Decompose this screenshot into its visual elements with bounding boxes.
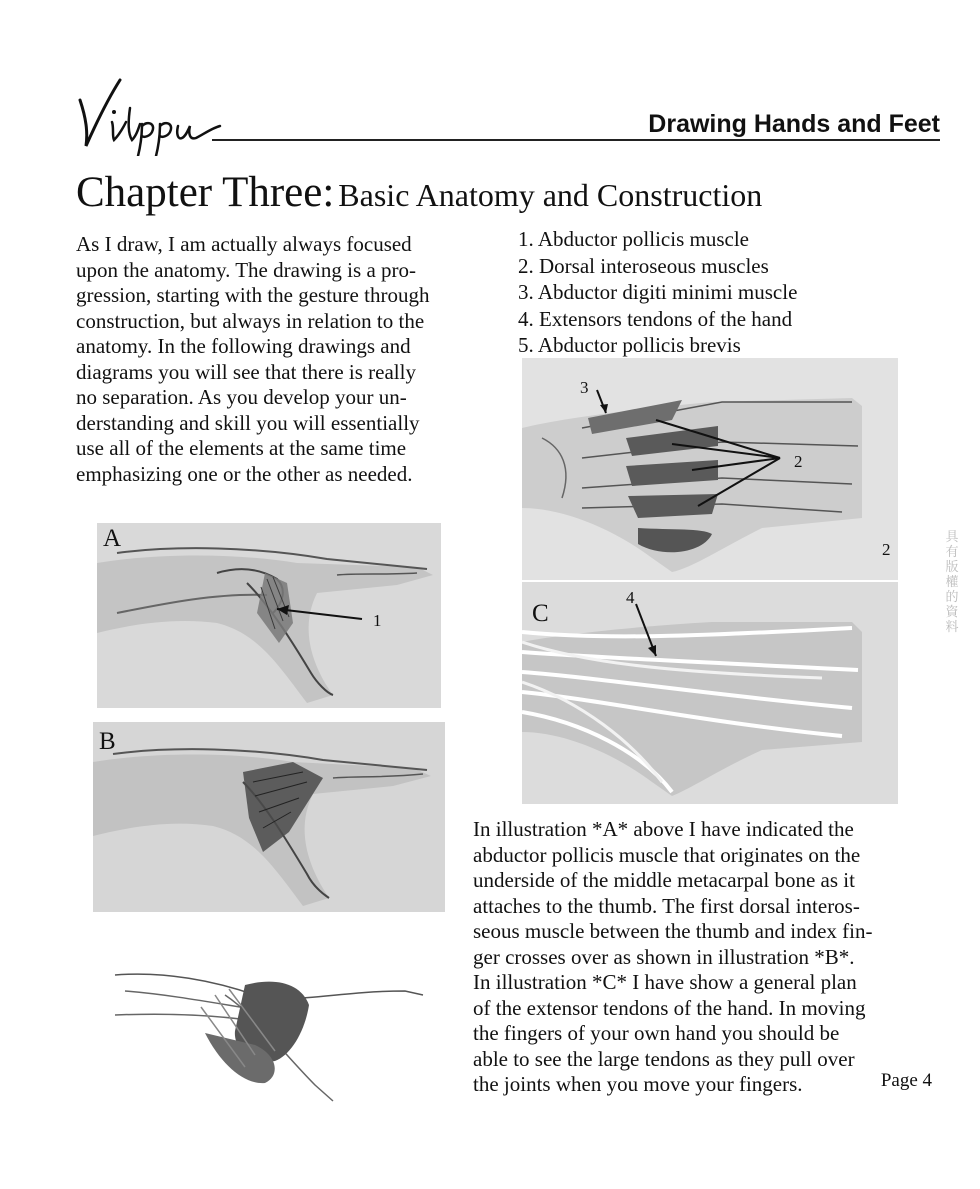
illustration-a-label: A [103,525,122,552]
illustration-c [522,582,898,804]
body-paragraph [473,817,925,1098]
body-line: the fingers of your own hand you should be [473,1021,840,1045]
intro-line: emphasizing one or the other as needed. [76,461,413,486]
book-title: Drawing Hands and Feet [648,110,940,138]
intro-line: construction, but always in relation to the [76,308,425,333]
legend-item: 2. Dorsal interoseous muscles [518,253,769,278]
legend-item: 4. Extensors tendons of the hand [518,306,793,331]
body-line: underside of the middle metacarpal bone as it [473,868,855,892]
intro-line: gression, starting with the gesture through [76,283,430,307]
body-line: seous muscle between the thumb and index fin- [473,919,873,943]
illustration-skeletal-sketch [105,955,430,1110]
illustration-b [93,722,445,912]
body-line: In illustration *C* I have show a general plan [473,970,857,994]
vilppu-signature-logo [72,66,232,156]
watermark-char: 版 [945,560,959,575]
legend-item: 1. Abductor pollicis muscle [518,227,749,251]
watermark-char: 的 [945,590,959,605]
chapter-number: Chapter Three: [76,169,335,216]
muscle-legend [518,226,797,359]
watermark-char: 具 [945,530,959,545]
body-line: abductor pollicis muscle that originates on the [473,842,861,867]
watermark [942,530,962,635]
intro-line: anatomy. In the following drawings and [76,334,411,358]
body-line: able to see the large tendons as they pull over [473,1046,855,1071]
watermark-char: 有 [945,545,959,560]
intro-line: upon the anatomy. The drawing is a pro- [76,257,416,282]
body-line: of the extensor tendons of the hand. In moving [473,995,866,1020]
callout-2: 2 [794,452,803,471]
illustration-c-label: C [532,600,549,627]
intro-line: derstanding and skill you will essentially [76,410,420,435]
body-line: attaches to the thumb. The first dorsal interos- [473,893,860,918]
body-line: ger crosses over as shown in illustration *B*. [473,944,855,969]
watermark-char: 權 [945,575,959,590]
illustration-b-label: B [99,728,116,755]
chapter-heading [76,168,762,217]
illustration-dorsal-muscles [522,358,898,580]
intro-line: As I draw, I am actually always focused [76,232,412,256]
header-rule [212,139,940,141]
side-number: 2 [882,540,891,559]
watermark-char: 料 [945,620,959,635]
chapter-title: Basic Anatomy and Construction [338,177,763,213]
callout-4: 4 [626,588,635,607]
intro-line: no separation. As you develop your un- [76,385,407,409]
page-number: Page 4 [880,1070,932,1091]
legend-item: 3. Abductor digiti minimi muscle [518,280,798,304]
intro-line: use all of the elements at the same time [76,436,407,460]
intro-paragraph [76,232,476,487]
body-line: the joints when you move your fingers. [473,1072,803,1096]
callout-3: 3 [580,378,589,397]
callout-1: 1 [373,611,382,630]
intro-line: diagrams you will see that there is really [76,359,416,384]
body-line: In illustration *A* above I have indicated the [473,817,854,841]
illustration-a [97,523,441,708]
legend-item: 5. Abductor pollicis brevis [518,333,741,357]
watermark-char: 資 [945,605,959,620]
